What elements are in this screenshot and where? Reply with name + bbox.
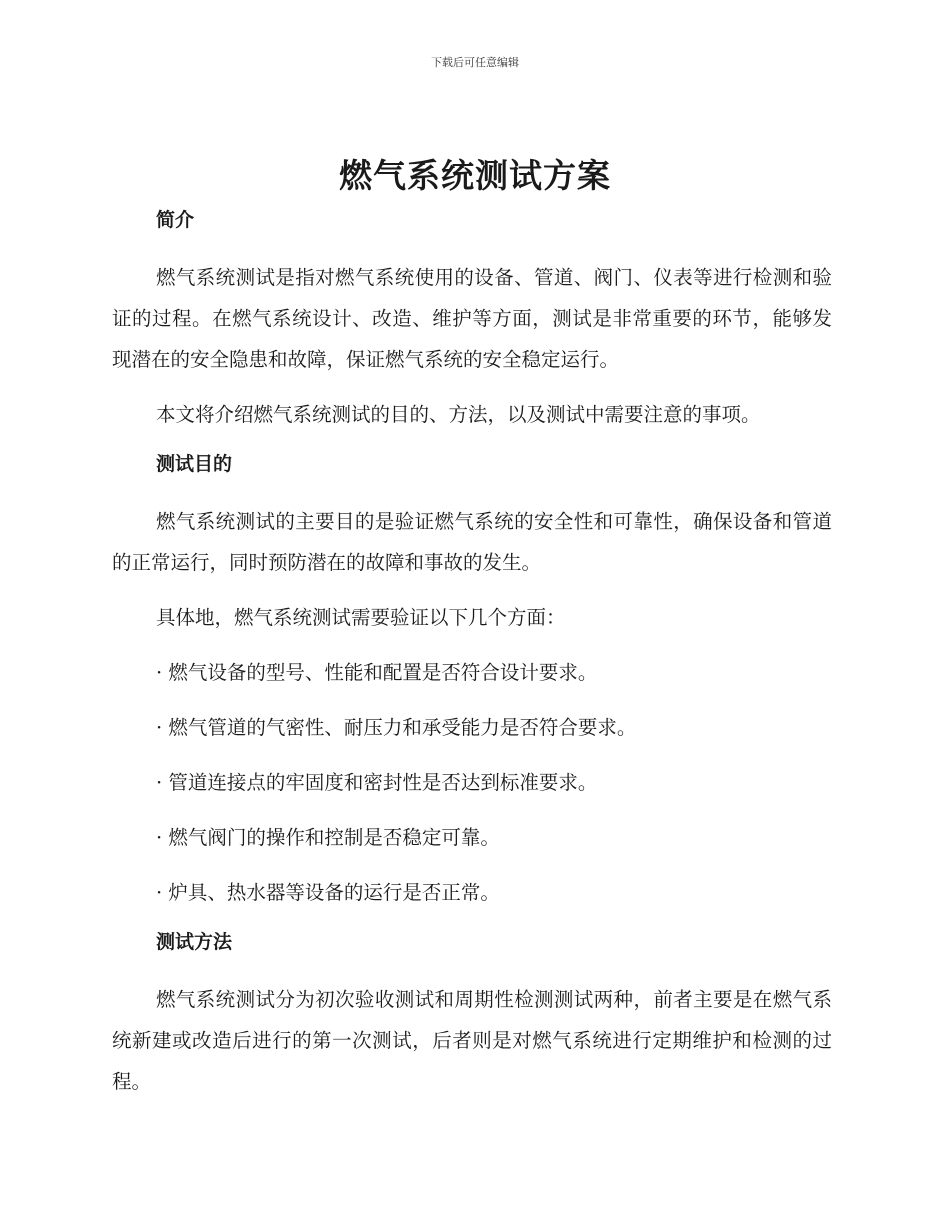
document-body: [112, 205, 832, 1102]
header-note: 下载后可任意编辑: [431, 56, 519, 69]
list-item: · 燃气阀门的操作和控制是否稳定可靠。: [156, 826, 500, 849]
list-item: · 炉具、热水器等设备的运行是否正常。: [156, 881, 500, 904]
section-heading-method: 测试方法: [156, 931, 233, 953]
method-paragraph-1: 燃气系统测试分为初次验收测试和周期性检测测试两种，前者主要是在燃气系统新建或改造后进行的第一次测试，后者则是对燃气系统进行定期维护和检测的过程。: [112, 988, 832, 1093]
section-heading-intro: 简介: [156, 209, 195, 231]
list-item: · 燃气设备的型号、性能和配置是否符合设计要求。: [156, 661, 598, 684]
intro-paragraph-1: 燃气系统测试是指对燃气系统使用的设备、管道、阀门、仪表等进行检测和验证的过程。在燃气系统设计、改造、维护等方面，测试是非常重要的环节，能够发现潜在的安全隐患和故障，保证燃气系统的安全稳定运行。: [112, 266, 832, 371]
document-title: 燃气系统测试方案: [339, 156, 611, 195]
purpose-paragraph-1: 燃气系统测试的主要目的是验证燃气系统的安全性和可靠性，确保设备和管道的正常运行，同时预防潜在的故障和事故的发生。: [112, 510, 832, 574]
intro-paragraph-2: 本文将介绍燃气系统测试的目的、方法，以及测试中需要注意的事项。: [156, 403, 761, 426]
purpose-paragraph-2: 具体地，燃气系统测试需要验证以下几个方面：: [156, 606, 566, 629]
section-heading-purpose: 测试目的: [156, 453, 233, 475]
list-item: · 管道连接点的牢固度和密封性是否达到标准要求。: [156, 771, 598, 794]
list-item: · 燃气管道的气密性、耐压力和承受能力是否符合要求。: [156, 716, 637, 739]
